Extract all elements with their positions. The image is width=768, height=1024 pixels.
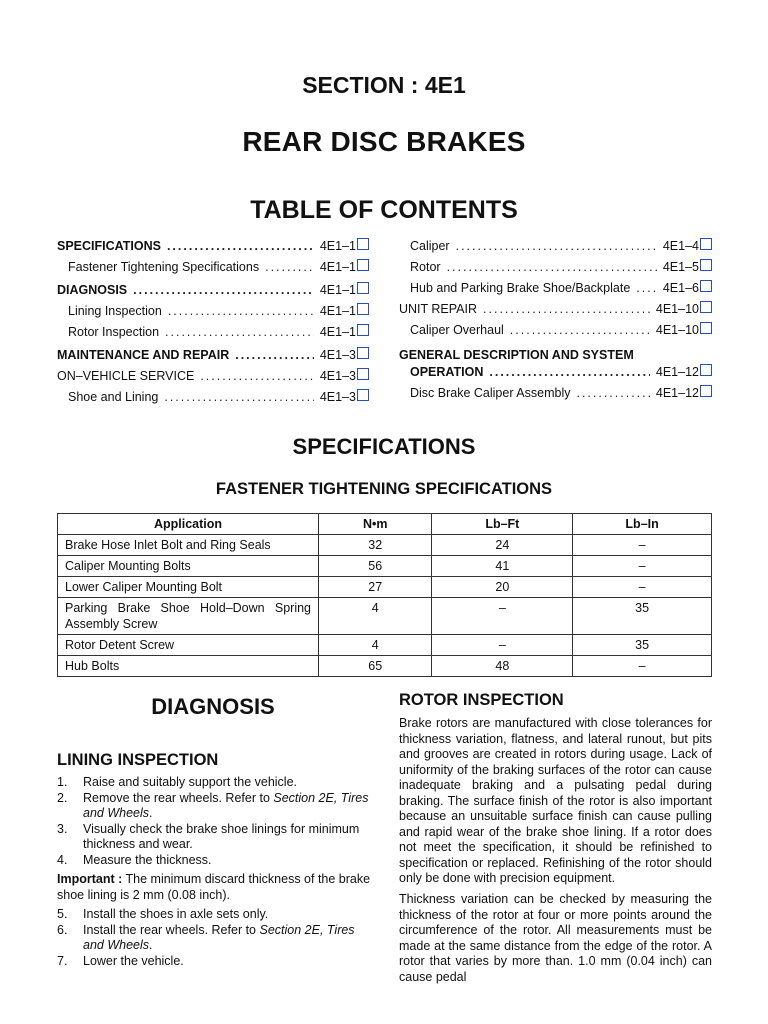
toc-page: 4E1–1 — [319, 325, 356, 339]
toc-entry-general-description[interactable] — [399, 348, 712, 385]
important-note — [57, 872, 372, 903]
list-item — [57, 775, 372, 791]
table-row — [58, 635, 712, 656]
step-number: 6. — [57, 922, 68, 937]
step-text: Raise and suitably support the vehicle. — [83, 775, 298, 789]
toc-entry-on-vehicle[interactable] — [57, 368, 369, 389]
step-number: 1. — [57, 775, 68, 789]
toc-page: 4E1–3 — [319, 348, 356, 362]
step-number: 5. — [57, 907, 68, 921]
link-box-icon[interactable] — [357, 259, 369, 271]
toc-page: 4E1–10 — [655, 323, 699, 337]
toc-label: Fastener Tightening Specifications — [68, 260, 260, 274]
toc-label-continued: OPERATION — [410, 365, 484, 379]
list-item — [57, 907, 372, 923]
toc-page: 4E1–1 — [319, 283, 356, 297]
link-box-icon[interactable] — [357, 368, 369, 380]
section-reference: Section 2E, Tires and Wheels — [83, 790, 369, 820]
toc-page: 4E1–6 — [662, 281, 699, 295]
toc-page: 4E1–1 — [319, 304, 356, 318]
link-box-icon[interactable] — [357, 389, 369, 401]
cell-application: Brake Hose Inlet Bolt and Ring Seals — [58, 535, 319, 556]
cell-nm: 32 — [319, 535, 432, 556]
link-box-icon[interactable] — [357, 347, 369, 359]
col-lbin: Lb–In — [573, 514, 712, 535]
diagnosis-heading: DIAGNOSIS — [151, 694, 275, 719]
toc-entry-caliper[interactable] — [399, 238, 712, 259]
table-row — [58, 656, 712, 677]
cell-nm: 27 — [319, 577, 432, 598]
toc-page: 4E1–10 — [655, 302, 699, 316]
toc-label: GENERAL DESCRIPTION AND SYSTEM — [399, 348, 634, 362]
cell-lbin: 35 — [573, 635, 712, 656]
col-application: Application — [58, 514, 319, 535]
col-lbft: Lb–Ft — [432, 514, 573, 535]
list-item — [57, 853, 372, 869]
important-label: Important : — [57, 872, 123, 886]
toc-label: SPECIFICATIONS — [57, 239, 161, 253]
toc-entry-shoe-lining[interactable] — [57, 389, 369, 410]
step-text-tail: . — [149, 806, 153, 820]
cell-lbft: 20 — [432, 577, 573, 598]
step-text: Visually check the brake shoe linings for minimum thickness and wear. — [83, 821, 360, 851]
rotor-paragraph-2: Thickness variation can be checked by measuring the thickness of the rotor at four or more points around the circumference of the rotor. All measurements must be made at the same distance from the edge of the rotor. A rotor that varies by more than. 1.0 mm (0.04 inch) can cause pedal — [399, 892, 712, 984]
cell-application: Caliper Mounting Bolts — [58, 556, 319, 577]
cell-lbin: 35 — [573, 598, 712, 635]
toc-label: Caliper Overhaul — [410, 323, 504, 337]
toc-label: DIAGNOSIS — [57, 283, 128, 297]
step-text: Measure the thickness. — [83, 852, 212, 867]
cell-nm: 4 — [319, 598, 432, 635]
lining-inspection-heading: LINING INSPECTION — [57, 751, 219, 769]
table-row — [58, 598, 712, 635]
toc-entry-unit-repair[interactable] — [399, 301, 712, 322]
link-box-icon[interactable] — [700, 385, 712, 397]
cell-lbft: 24 — [432, 535, 573, 556]
toc-label: Rotor — [410, 260, 441, 274]
cell-lbft: – — [432, 635, 573, 656]
toc-label: MAINTENANCE AND REPAIR — [57, 348, 230, 362]
link-box-icon[interactable] — [700, 280, 712, 292]
toc-entry-lining[interactable] — [57, 303, 369, 324]
toc-page: 4E1–4 — [662, 239, 699, 253]
toc-label: Shoe and Lining — [68, 390, 159, 404]
lining-steps-list-continued — [57, 907, 372, 969]
specifications-heading: SPECIFICATIONS — [292, 434, 476, 459]
step-number: 7. — [57, 953, 68, 968]
list-item — [57, 954, 372, 970]
toc-label: Caliper — [410, 239, 450, 253]
step-text: Lower the vehicle. — [83, 953, 184, 968]
cell-nm: 56 — [319, 556, 432, 577]
toc-label: Disc Brake Caliper Assembly — [410, 386, 571, 400]
rotor-inspection-heading: ROTOR INSPECTION — [399, 691, 564, 709]
toc-right-column — [399, 238, 712, 406]
fastener-table — [57, 513, 712, 677]
toc-entry-diagnosis[interactable] — [57, 282, 369, 303]
page-title: REAR DISC BRAKES — [242, 126, 526, 157]
cell-nm: 4 — [319, 635, 432, 656]
fastener-heading: FASTENER TIGHTENING SPECIFICATIONS — [215, 480, 553, 498]
cell-lbin: – — [573, 556, 712, 577]
list-item — [57, 791, 372, 822]
toc-label: Rotor Inspection — [68, 325, 160, 339]
toc-entry-fastener[interactable] — [57, 259, 369, 280]
toc-label: Hub and Parking Brake Shoe/Backplate — [410, 281, 631, 295]
cell-lbin: – — [573, 656, 712, 677]
toc-page: 4E1–1 — [319, 260, 356, 274]
col-nm: N•m — [319, 514, 432, 535]
list-item — [57, 923, 372, 954]
step-number: 3. — [57, 821, 68, 836]
link-box-icon[interactable] — [700, 301, 712, 313]
cell-application: Rotor Detent Screw — [58, 635, 319, 656]
cell-application: Lower Caliper Mounting Bolt — [58, 577, 319, 598]
toc-left-column — [57, 238, 369, 410]
section-reference: Section 2E, Tires and Wheels — [83, 922, 355, 952]
toc-page: 4E1–3 — [319, 390, 356, 404]
cell-application: Parking Brake Shoe Hold–Down Spring Assembly Screw — [58, 598, 319, 635]
toc-entry-rotor-inspection[interactable] — [57, 324, 369, 345]
rotor-paragraph-1: Brake rotors are manufactured with close tolerances for thickness variation, flatness, and lateral runout, but pits and grooves are created in rotors during usage. Lack of uniformity of the braking surfaces of the rotor can cause inadequate braking and a pulsating pedal during braking. The surface finish of the rotor is also important because an unsuitable surface finish can cause pulling and rapid wear of the brake shoe lining. If a rotor does not meet the specification, it should be refinished to specification or replaced. Refinishing of the rotor should only be done with precision equipment. — [399, 716, 712, 885]
step-number: 2. — [57, 790, 68, 805]
step-text: Remove the rear wheels. Refer to — [83, 790, 274, 805]
link-box-icon[interactable] — [700, 364, 712, 376]
link-box-icon[interactable] — [357, 324, 369, 336]
toc-page: 4E1–12 — [655, 386, 699, 400]
cell-lbin: – — [573, 535, 712, 556]
step-text: Install the shoes in axle sets only. — [83, 907, 269, 921]
important-text: The minimum discard thickness of the brake shoe lining is 2 mm (0.08 inch). — [57, 872, 371, 902]
cell-lbft: – — [432, 598, 573, 635]
toc-page: 4E1–1 — [319, 239, 356, 253]
toc-entry-maintenance[interactable] — [57, 347, 369, 368]
toc-entry-hub[interactable] — [399, 280, 712, 301]
cell-lbft: 48 — [432, 656, 573, 677]
link-box-icon[interactable] — [700, 259, 712, 271]
toc-page: 4E1–5 — [662, 260, 699, 274]
link-box-icon[interactable] — [700, 322, 712, 334]
cell-lbft: 41 — [432, 556, 573, 577]
toc-page: 4E1–12 — [655, 365, 699, 379]
section-number: SECTION : 4E1 — [302, 72, 466, 98]
cell-lbin: – — [573, 577, 712, 598]
toc-page: 4E1–3 — [319, 369, 356, 383]
link-box-icon[interactable] — [357, 282, 369, 294]
table-row — [58, 577, 712, 598]
toc-entry-caliper-overhaul[interactable] — [399, 322, 712, 343]
step-text-tail: . — [149, 938, 153, 952]
toc-label: UNIT REPAIR — [399, 302, 478, 316]
step-text: Install the rear wheels. Refer to — [83, 922, 260, 937]
toc-entry-specifications[interactable] — [57, 238, 369, 259]
toc-label: ON–VEHICLE SERVICE — [57, 369, 195, 383]
toc-entry-disc-caliper-assembly[interactable] — [399, 385, 712, 406]
table-row — [58, 556, 712, 577]
toc-label: Lining Inspection — [68, 304, 162, 318]
link-box-icon[interactable] — [700, 238, 712, 250]
toc-heading: TABLE OF CONTENTS — [250, 196, 518, 224]
table-row — [58, 535, 712, 556]
table-header-row — [58, 514, 712, 535]
cell-nm: 65 — [319, 656, 432, 677]
lining-steps-list — [57, 775, 372, 868]
link-box-icon[interactable] — [357, 238, 369, 250]
link-box-icon[interactable] — [357, 303, 369, 315]
cell-application: Hub Bolts — [58, 656, 319, 677]
step-number: 4. — [57, 852, 68, 867]
toc-entry-rotor[interactable] — [399, 259, 712, 280]
list-item — [57, 822, 372, 853]
